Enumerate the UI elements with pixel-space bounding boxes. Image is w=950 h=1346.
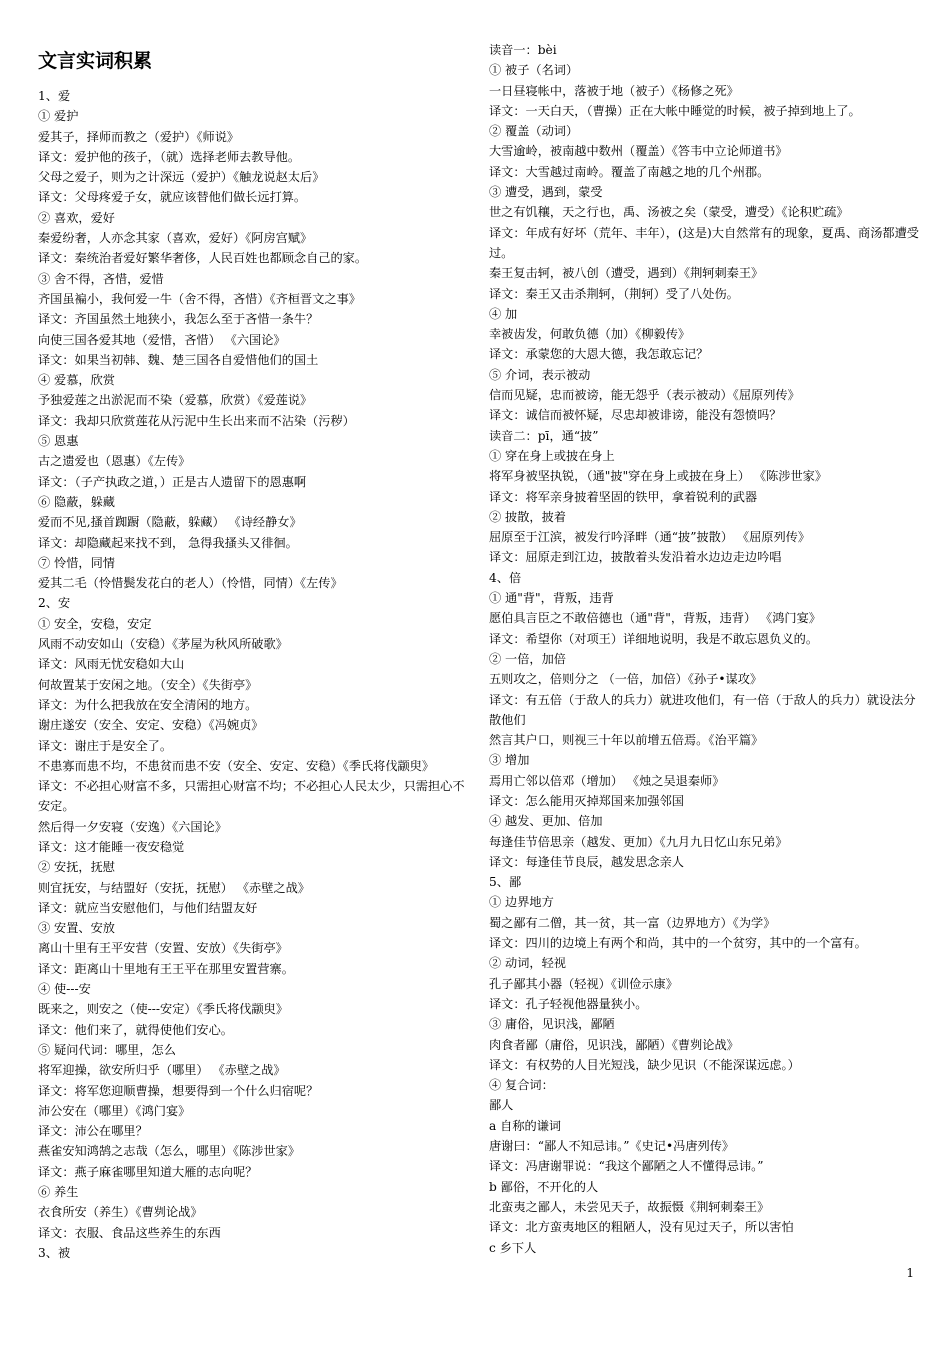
right-line: 译文：怎么能用灭掉郑国来加强邻国 — [489, 793, 684, 808]
right-line: 愿伯具言臣之不敢倍德也（通"背"，背叛，违背） 《鸿门宴》 — [489, 611, 821, 626]
right-line: c 乡下人 — [489, 1240, 537, 1255]
right-line: ② 披散，披着 — [489, 509, 566, 524]
right-line: 北蛮夷之鄙人，未尝见天子，故振慑《荆轲刺秦王》 — [489, 1199, 770, 1214]
right-line: 译文：一天白天，（曹操）正在大帐中睡觉的时候，被子掉到地上了。 — [489, 103, 861, 118]
right-line: 译文：承蒙您的大恩大德，我怎敢忘记？ — [489, 347, 709, 362]
left-line: 译文：将军您迎顺曹操，想要得到一个什么归宿呢？ — [38, 1083, 319, 1098]
left-line: 译文：这才能睡一夜安稳觉 — [38, 839, 185, 854]
left-line: 谢庄遂安（安全、安定、安稳）《冯婉贞》 — [38, 718, 264, 733]
right-line: 译文：孔子轻视他器量狭小。 — [489, 996, 648, 1011]
left-line: ② 安抚，抚慰 — [38, 860, 115, 875]
left-line: 译文：风雨无忧安稳如大山 — [38, 657, 185, 672]
left-line: 何故置某于安闲之地。（安全）《失街亭》 — [38, 677, 258, 692]
left-line: 译文：秦统治者爱好繁华奢侈，人民百姓也都顾念自己的家。 — [38, 251, 368, 266]
right-line: 译文：秦王又击杀荆轲，（荆轲）受了八处伤。 — [489, 286, 739, 301]
right-line: 屈原至于江滨，被发行吟泽畔（通“披”披散） 《屈原列传》 — [489, 530, 811, 545]
left-line: 沛公安在（哪里）《鸿门宴》 — [38, 1103, 191, 1118]
right-line: 译文：年成有好坏（荒年、丰年），(这是)大自然常有的现象，夏禹、商汤都遭受过。 — [489, 225, 919, 260]
left-line: ④ 爱慕，欣赏 — [38, 373, 115, 388]
left-line: 译文：如果当初韩、魏、楚三国各自爱惜他们的国土 — [38, 352, 319, 367]
left-line: ⑥ 隐蔽，躲藏 — [38, 494, 115, 509]
right-line: 译文：将军亲身披着坚固的铁甲，拿着锐利的武器 — [489, 489, 758, 504]
right-line: 译文：有五倍（于敌人的兵力）就进攻他们，有一倍（于敌人的兵力）就设法分散他们 — [489, 692, 916, 727]
left-line: ⑦ 怜惜，同情 — [38, 555, 115, 570]
left-line: 3、被 — [38, 1245, 71, 1260]
left-line: 译文：却隐藏起来找不到， 急得我搔头又徘徊。 — [38, 535, 298, 550]
left-line: 译文：就应当安慰他们，与他们结盟友好 — [38, 900, 258, 915]
right-line: 蜀之鄙有二僧，其一贫，其一富（边界地方）《为学》 — [489, 915, 776, 930]
right-line: 幸被齿发，何敢负德（加）《柳毅传》 — [489, 327, 691, 342]
left-line: 秦爱纷奢，人亦念其家（喜欢，爱好）《阿房宫赋》 — [38, 231, 313, 246]
left-line: 译文：谢庄于是安全了。 — [38, 738, 173, 753]
left-line: ⑤ 恩惠 — [38, 434, 79, 449]
right-line: 5、鄙 — [489, 875, 522, 890]
right-text-block — [489, 40, 919, 1258]
left-line: ③ 安置、安放 — [38, 921, 115, 936]
left-line: 译文：他们来了，就得使他们安心。 — [38, 1022, 233, 1037]
page-number: 1 — [906, 1266, 914, 1280]
left-line: ④ 使---安 — [38, 982, 91, 997]
left-line: ③ 舍不得，吝惜，爱惜 — [38, 271, 164, 286]
left-line: 风雨不动安如山（安稳）《茅屋为秋风所破歌》 — [38, 637, 288, 652]
right-line: ③ 庸俗，见识浅，鄙陋 — [489, 1017, 615, 1032]
left-line: 古之遗爱也（恩惠）《左传》 — [38, 454, 191, 469]
left-line: 译文：（子产执政之道，）正是古人遗留下的恩惠啊 — [38, 474, 307, 489]
right-line: ④ 越发、更加、倍加 — [489, 814, 603, 829]
right-line: 唐谢曰：“鄙人不知忌讳。”《史记•冯唐列传》 — [489, 1139, 735, 1154]
right-line: ⑤ 介词，表示被动 — [489, 367, 591, 382]
left-line: 译文：爱护他的孩子，（就）选择老师去教导他。 — [38, 149, 301, 164]
right-line: 孔子鄙其小器（轻视）《训俭示康》 — [489, 976, 678, 991]
right-line: 肉食者鄙（庸俗，见识浅，鄙陋）《曹刿论战》 — [489, 1037, 739, 1052]
left-line: 爱其子，择师而教之（爱护）《师说》 — [38, 129, 240, 144]
right-line: 译文：诚信而被怀疑，尽忠却被诽谤，能没有怨愤吗？ — [489, 408, 782, 423]
left-line: 译文：距离山十里地有王王平在那里安置营寨。 — [38, 961, 294, 976]
left-line: 爱而不见,搔首踟蹰（隐蔽，躲藏） 《诗经静女》 — [38, 515, 302, 530]
right-line: ② 一倍，加倍 — [489, 651, 566, 666]
right-column — [489, 40, 919, 1258]
right-line: 信而见疑，忠而被谤，能无怨乎（表示被动）《屈原列传》 — [489, 388, 800, 403]
left-line: 译文：沛公在哪里？ — [38, 1124, 148, 1139]
left-line: 译文：不必担心财富不多，只需担心财富不均；不必担心人民太少，只需担心不安定。 — [38, 779, 465, 814]
left-line: ⑤ 疑问代词：哪里，怎么 — [38, 1042, 176, 1057]
right-line: 读音一：bèi — [489, 43, 557, 57]
left-line: 译文：我却只欣赏莲花从污泥中生长出来而不沾染（污秽） — [38, 413, 355, 428]
left-line: ② 喜欢，爱好 — [38, 210, 115, 225]
left-line: 将军迎操，欲安所归乎（哪里） 《赤壁之战》 — [38, 1063, 286, 1078]
right-line: 译文：北方蛮夷地区的粗陋人，没有见过天子，所以害怕 — [489, 1220, 794, 1235]
page-title: 文言实词积累 — [38, 50, 153, 72]
right-line: ① 穿在身上或披在身上 — [489, 448, 615, 463]
right-line: 鄙人 — [489, 1098, 514, 1113]
right-line: ① 边界地方 — [489, 895, 554, 910]
left-line: 1、爱 — [38, 89, 71, 103]
left-line: 向使三国各爱其地（爱惜，吝惜） 《六国论》 — [38, 332, 286, 347]
right-line: 世之有饥穰，天之行也，禹、汤被之矣（蒙受，遭受）《论积贮疏》 — [489, 205, 849, 220]
right-line: 一日昼寝帐中，落被于地（被子）《杨修之死》 — [489, 83, 739, 98]
left-line: ① 爱护 — [38, 109, 79, 124]
left-line: 既来之，则安之（使---安定）《季氏将伐颛臾》 — [38, 1002, 289, 1017]
right-line: ③ 遭受，遇到，蒙受 — [489, 185, 603, 200]
right-line: 译文：屈原走到江边，披散着头发沿着水边边走边吟唱 — [489, 550, 782, 565]
left-line: 齐国虽褊小，我何爱一牛（舍不得，吝惜）《齐桓晋文之事》 — [38, 291, 361, 306]
left-line: 则宜抚安，与结盟好（安抚，抚慰） 《赤壁之战》 — [38, 880, 310, 895]
right-line: 焉用亡邻以倍邓（增加） 《烛之吴退秦师》 — [489, 773, 725, 788]
right-line: ④ 加 — [489, 306, 518, 321]
left-line: 不患寡而患不均，不患贫而患不安（安全、安定、安稳）《季氏将伐颛臾》 — [38, 758, 435, 773]
left-text-block — [38, 86, 466, 1263]
right-line: 译文：希望你（对项王）详细地说明，我是不敢忘恩负义的。 — [489, 631, 819, 646]
right-line: ③ 增加 — [489, 753, 530, 768]
right-line: ② 覆盖（动词） — [489, 124, 579, 139]
right-line: ① 通"背"，背叛，违背 — [489, 591, 614, 606]
right-line: 将军身被坚执锐，（通"披"穿在身上或披在身上） 《陈涉世家》 — [489, 469, 828, 484]
right-line: 译文：冯唐谢罪说：“我这个鄙陋之人不懂得忌讳。” — [489, 1159, 764, 1174]
left-line: 予独爱莲之出淤泥而不染（爱慕，欣赏）《爱莲说》 — [38, 393, 313, 408]
left-line: 燕雀安知鸿鹄之志哉（怎么，哪里）《陈涉世家》 — [38, 1144, 301, 1159]
left-column — [38, 40, 466, 1263]
right-line: 然言其户口，则视三十年以前增五倍焉。《治平篇》 — [489, 733, 764, 748]
left-line: 衣食所安（养生）《曹刿论战》 — [38, 1205, 203, 1220]
right-line: ④ 复合词： — [489, 1078, 554, 1093]
left-line: ① 安全，安稳，安定 — [38, 616, 152, 631]
left-line: 译文：齐国虽然土地狭小，我怎么至于吝惜一条牛？ — [38, 312, 319, 327]
right-line: 五则攻之，倍则分之 （一倍，加倍）《孙子•谋攻》 — [489, 672, 763, 687]
left-line: 译文：燕子麻雀哪里知道大雁的志向呢？ — [38, 1164, 258, 1179]
right-line: 秦王复击轲，被八创（遭受，遇到）《荆轲刺秦王》 — [489, 266, 764, 281]
right-line: ① 被子（名词） — [489, 63, 579, 78]
right-line: 读音二：pī，通“披” — [489, 428, 599, 443]
right-line: 4、倍 — [489, 570, 522, 585]
right-line: 大雪逾岭，被南越中数州（覆盖）《答韦中立论师道书》 — [489, 144, 788, 159]
left-line: 然后得一夕安寝（安逸）《六国论》 — [38, 819, 227, 834]
left-line: 译文：父母疼爱子女，就应该替他们做长远打算。 — [38, 190, 307, 205]
right-line: 每逢佳节倍思亲（越发、更加）《九月九日忆山东兄弟》 — [489, 834, 788, 849]
left-line: 父母之爱子，则为之计深远（爱护）《触龙说赵太后》 — [38, 170, 325, 185]
right-line: a 自称的谦词 — [489, 1118, 562, 1133]
left-line: ⑥ 养生 — [38, 1185, 79, 1200]
left-line: 2、安 — [38, 596, 71, 611]
left-line: 译文：衣服、食品这些养生的东西 — [38, 1225, 221, 1240]
right-line: b 鄙俗，不开化的人 — [489, 1179, 599, 1194]
right-line: 译文：四川的边境上有两个和尚，其中的一个贫穷，其中的一个富有。 — [489, 936, 867, 951]
right-line: 译文：每逢佳节良辰，越发思念亲人 — [489, 854, 684, 869]
right-line: 译文：大雪越过南岭。覆盖了南越之地的几个州郡。 — [489, 164, 770, 179]
left-line: 爱其二毛（怜惜鬓发花白的老人）（怜惜，同情）《左传》 — [38, 576, 343, 591]
left-line: 译文：为什么把我放在安全清闲的地方。 — [38, 697, 258, 712]
right-line: 译文：有权势的人目光短浅，缺少见识（不能深谋远虑。） — [489, 1057, 800, 1072]
right-line: ② 动词，轻视 — [489, 956, 566, 971]
left-line: 离山十里有王平安营（安置、安放）《失街亭》 — [38, 941, 288, 956]
